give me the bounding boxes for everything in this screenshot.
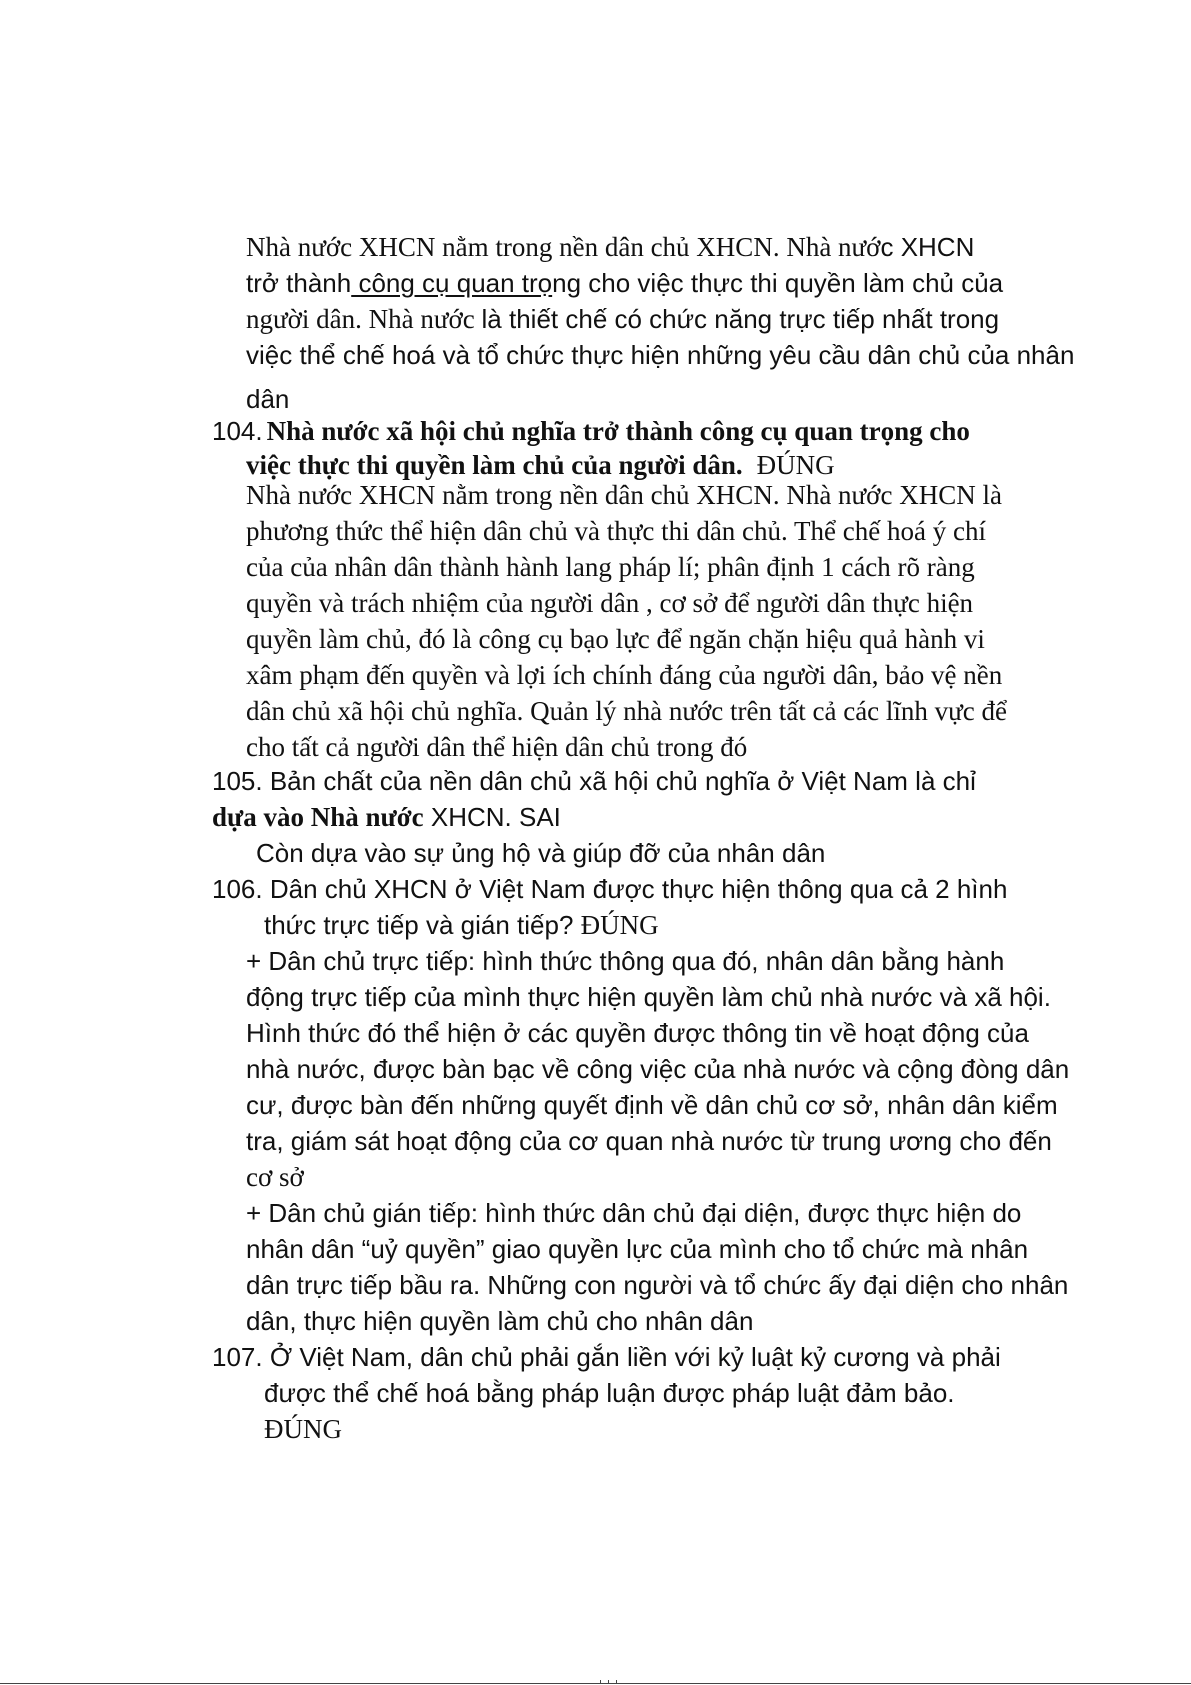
q106-line-1 xyxy=(212,876,1007,902)
q106-line-2 xyxy=(264,912,659,939)
rule-tick xyxy=(608,1680,609,1683)
q106-direct-line: tra, giám sát hoạt động của cơ quan nhà nước từ trung ương cho đến xyxy=(246,1126,1052,1156)
q105-line-2 xyxy=(212,804,561,831)
q106-direct-line: + Dân chủ trực tiếp: hình thức thông qua đó, nhân dân bằng hành xyxy=(246,946,1005,976)
q106-indirect-line: dân trực tiếp bầu ra. Những con người và tổ chức ấy đại diện cho nhân xyxy=(246,1270,1069,1300)
q104-explanation-line: xâm phạm đến quyền và lợi ích chính đáng của người dân, bảo vệ nền xyxy=(246,660,1003,690)
intro-line-5: dân xyxy=(246,384,290,414)
q106-direct-line: nhà nước, được bàn bạc về công việc của nhà nước và cộng đòng dân xyxy=(246,1054,1070,1084)
intro-line-2-start: trở thành xyxy=(246,268,352,298)
q104-explanation-line: phương thức thể hiện dân chủ và thực thi dân chủ. Thể chế hoá ý chí xyxy=(246,516,986,546)
q106-indirect-line: dân, thực hiện quyền làm chủ cho nhân dân xyxy=(246,1306,754,1336)
q107-line-2: được thể chế hoá bằng pháp luận được pháp luật đảm bảo. xyxy=(264,1378,955,1408)
q106-direct-line: cơ sở xyxy=(246,1162,304,1192)
q106-direct-line: cư, được bàn đến những quyết định về dân chủ cơ sở, nhân dân kiểm xyxy=(246,1090,1058,1120)
q106-text-2: thức trực tiếp và gián tiếp? xyxy=(264,910,581,940)
q104-title-1: Nhà nước xã hội chủ nghĩa trở thành công cụ quan trọng cho xyxy=(266,416,970,446)
q104-explanation-line: dân chủ xã hội chủ nghĩa. Quản lý nhà nước trên tất cả các lĩnh vực để xyxy=(246,696,1008,726)
rule-tick xyxy=(616,1680,617,1683)
intro-line-3-serif: người dân. Nhà nước xyxy=(246,304,482,334)
q105-line-1 xyxy=(212,768,976,794)
q104-explanation-line: cho tất cả người dân thể hiện dân chủ trong đó xyxy=(246,732,748,762)
q106-indirect-line: + Dân chủ gián tiếp: hình thức dân chủ đại diện, được thực hiện do xyxy=(246,1198,1022,1228)
intro-line-2-end: ng cho việc thực thi quyền làm chủ của xyxy=(552,268,1004,298)
q105-number: 105. xyxy=(212,766,263,796)
q106-text-1: Dân chủ XHCN ở Việt Nam được thực hiện thông qua cả 2 hình xyxy=(269,874,1008,904)
intro-line-1 xyxy=(246,234,974,261)
q105-explanation: Còn dựa vào sự ủng hộ và giúp đỡ của nhân dân xyxy=(256,838,826,868)
q104-explanation-line: quyền và trách nhiệm của người dân , cơ sở để người dân thực hiện xyxy=(246,588,974,618)
q106-number: 106. xyxy=(212,874,263,904)
intro-line-2 xyxy=(246,270,1003,296)
q106-indirect-line: nhân dân “uỷ quyền” giao quyền lực của mình cho tổ chức mà nhân xyxy=(246,1234,1029,1264)
q107-text-1: Ở Việt Nam, dân chủ phải gắn liền với kỷ luật kỷ cương và phải xyxy=(269,1342,1001,1372)
q104-title-line-2 xyxy=(246,452,835,479)
q104-number: 104. xyxy=(212,416,263,446)
q105-text-2-verdict: XHCN. SAI xyxy=(423,802,561,832)
q104-verdict: ĐÚNG xyxy=(756,450,835,480)
q104-explanation-line: Nhà nước XHCN nằm trong nền dân chủ XHCN. Nhà nước XHCN là xyxy=(246,480,1002,510)
q105-text-1: Bản chất của nền dân chủ xã hội chủ nghĩa ở Việt Nam là chỉ xyxy=(269,766,976,796)
intro-line-3 xyxy=(246,306,999,333)
q106-direct-line: Hình thức đó thể hiện ở các quyền được thông tin về hoạt động của xyxy=(246,1018,1029,1048)
intro-line-1-serif: Nhà nước XHCN nằm trong nền dân chủ XHCN. Nhà nướ xyxy=(246,232,881,262)
q107-number: 107. xyxy=(212,1342,263,1372)
q104-title-line-1 xyxy=(212,418,970,445)
q106-direct-line: động trực tiếp của mình thực hiện quyền làm chủ nhà nước và xã hội. xyxy=(246,982,1051,1012)
q107-verdict: ĐÚNG xyxy=(264,1414,342,1444)
intro-line-3-sans: là thiết chế có chức năng trực tiếp nhất trong xyxy=(481,304,1000,334)
intro-line-2-underlined: công cụ quan trọ xyxy=(351,268,553,298)
q104-title-2: việc thực thi quyền làm chủ của người dân. xyxy=(246,450,743,480)
q107-line-1 xyxy=(212,1344,1001,1370)
q106-verdict: ĐÚNG xyxy=(580,910,659,940)
intro-line-1-sans: c XHCN xyxy=(880,232,975,262)
rule-tick xyxy=(600,1680,601,1683)
q104-explanation-line: quyền làm chủ, đó là công cụ bạo lực để ngăn chặn hiệu quả hành vi xyxy=(246,624,985,654)
q104-explanation-line: của của nhân dân thành hành lang pháp lí; phân định 1 cách rõ ràng xyxy=(246,552,975,582)
page-bottom-rule xyxy=(0,1683,1191,1684)
q105-text-2-bold: dựa vào Nhà nước xyxy=(212,802,424,832)
intro-line-4: việc thể chế hoá và tổ chức thực hiện những yêu cầu dân chủ của nhân xyxy=(246,340,1075,370)
